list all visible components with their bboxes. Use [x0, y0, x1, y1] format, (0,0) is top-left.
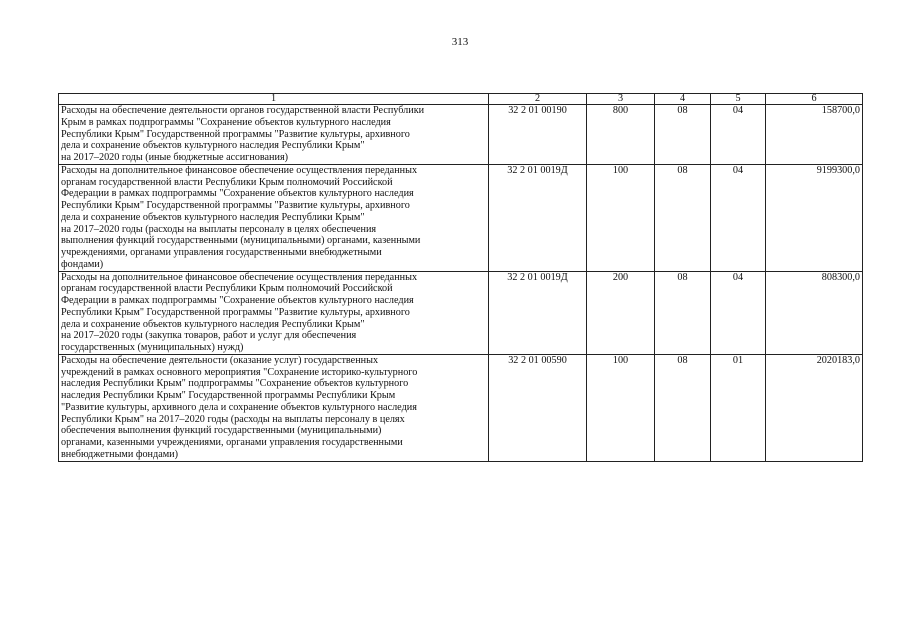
description-line: дела и сохранение объектов культурного наследия Республики Крым": [61, 211, 365, 223]
description-line: наследия Республики Крым" Государственной программы Республики Крым: [61, 390, 396, 401]
table-row: [59, 164, 863, 271]
row-col-3: 200: [587, 271, 655, 354]
row-amount: 9199300,0: [766, 164, 863, 271]
row-col-4: 08: [655, 354, 711, 461]
description-line: на 2017–2020 годы (иные бюджетные ассигнования): [61, 152, 289, 163]
description-line: Расходы на дополнительное финансовое обеспечение осуществления переданных: [61, 271, 418, 283]
row-amount: 808300,0: [766, 271, 863, 354]
row-col-4: 08: [655, 271, 711, 354]
row-description: [59, 354, 489, 461]
description-line: органам государственной власти Республики Крым полномочий Российской: [61, 283, 393, 295]
header-col-4: 4: [655, 94, 711, 105]
table-row: [59, 271, 863, 354]
description-line: на 2017–2020 годы (закупка товаров, работ и услуг для обеспечения: [61, 330, 357, 342]
description-line: фондами): [61, 258, 104, 270]
description-line: внебюджетными фондами): [61, 448, 179, 460]
description-line: дела и сохранение объектов культурного наследия Республики Крым": [61, 318, 365, 330]
header-col-3: 3: [587, 94, 655, 105]
row-code: 32 2 01 00590: [489, 354, 587, 461]
table-body: [59, 105, 863, 462]
row-col-5: 04: [711, 164, 766, 271]
description-line: Республики Крым" Государственной программы "Развитие культуры, архивного: [61, 306, 410, 318]
description-line: на 2017–2020 годы (расходы на выплаты персоналу в целях обеспечения: [61, 223, 377, 235]
header-col-6: 6: [766, 94, 863, 105]
budget-table: [58, 93, 863, 462]
description-line: Крым в рамках подпрограммы "Сохранение объектов культурного наследия: [61, 116, 391, 128]
row-amount: 158700,0: [766, 105, 863, 165]
description-line: "Развитие культуры, архивного дела и сохранение объектов культурного наследия: [61, 401, 417, 413]
header-col-5: 5: [711, 94, 766, 105]
description-line: Расходы на обеспечение деятельности (оказание услуг) государственных: [61, 354, 379, 366]
row-col-5: 01: [711, 354, 766, 461]
row-col-5: 04: [711, 271, 766, 354]
row-col-5: 04: [711, 105, 766, 165]
row-code: 32 2 01 0019Д: [489, 164, 587, 271]
row-code: 32 2 01 0019Д: [489, 271, 587, 354]
header-col-1: 1: [59, 94, 489, 105]
row-col-3: 800: [587, 105, 655, 165]
description-line: Расходы на обеспечение деятельности органов государственной власти Республики: [61, 105, 425, 116]
description-line: обеспечения выполнения функций государственными (муниципальными): [61, 425, 382, 437]
header-col-2: 2: [489, 94, 587, 105]
row-description: [59, 105, 489, 165]
description-line: Федерации в рамках подпрограммы "Сохранение объектов культурного наследия: [61, 188, 414, 200]
description-line: государственных (муниципальных) нужд): [61, 342, 244, 353]
description-line: органами, казенными учреждениями, органами управления государственными: [61, 437, 403, 448]
row-col-3: 100: [587, 164, 655, 271]
table-header-row: [59, 94, 863, 105]
row-description: [59, 271, 489, 354]
row-col-4: 08: [655, 105, 711, 165]
description-line: Республики Крым" Государственной программы "Развитие культуры, архивного: [61, 200, 410, 211]
description-line: Республики Крым" на 2017–2020 годы (расходы на выплаты персоналу в целях: [61, 413, 405, 425]
description-line: дела и сохранение объектов культурного наследия Республики Крым": [61, 140, 365, 152]
table-row: [59, 354, 863, 461]
row-amount: 2020183,0: [766, 354, 863, 461]
row-col-4: 08: [655, 164, 711, 271]
description-line: наследия Республики Крым" подпрограммы "Сохранение объектов культурного: [61, 378, 409, 390]
row-col-3: 100: [587, 354, 655, 461]
row-description: [59, 164, 489, 271]
description-line: учреждениями, органами управления государственными внебюджетными: [61, 247, 382, 258]
table-row: [59, 105, 863, 165]
row-code: 32 2 01 00190: [489, 105, 587, 165]
description-line: учреждений в рамках основного мероприятия "Сохранение историко-культурного: [61, 366, 418, 378]
page-number: 313: [451, 36, 469, 48]
description-line: Расходы на дополнительное финансовое обеспечение осуществления переданных: [61, 164, 418, 176]
description-line: Республики Крым" Государственной программы "Развитие культуры, архивного: [61, 128, 410, 140]
description-line: Федерации в рамках подпрограммы "Сохранение объектов культурного наследия: [61, 295, 414, 306]
description-line: органам государственной власти Республики Крым полномочий Российской: [61, 176, 393, 188]
description-line: выполнения функций государственными (муниципальными) органами, казенными: [61, 235, 421, 247]
